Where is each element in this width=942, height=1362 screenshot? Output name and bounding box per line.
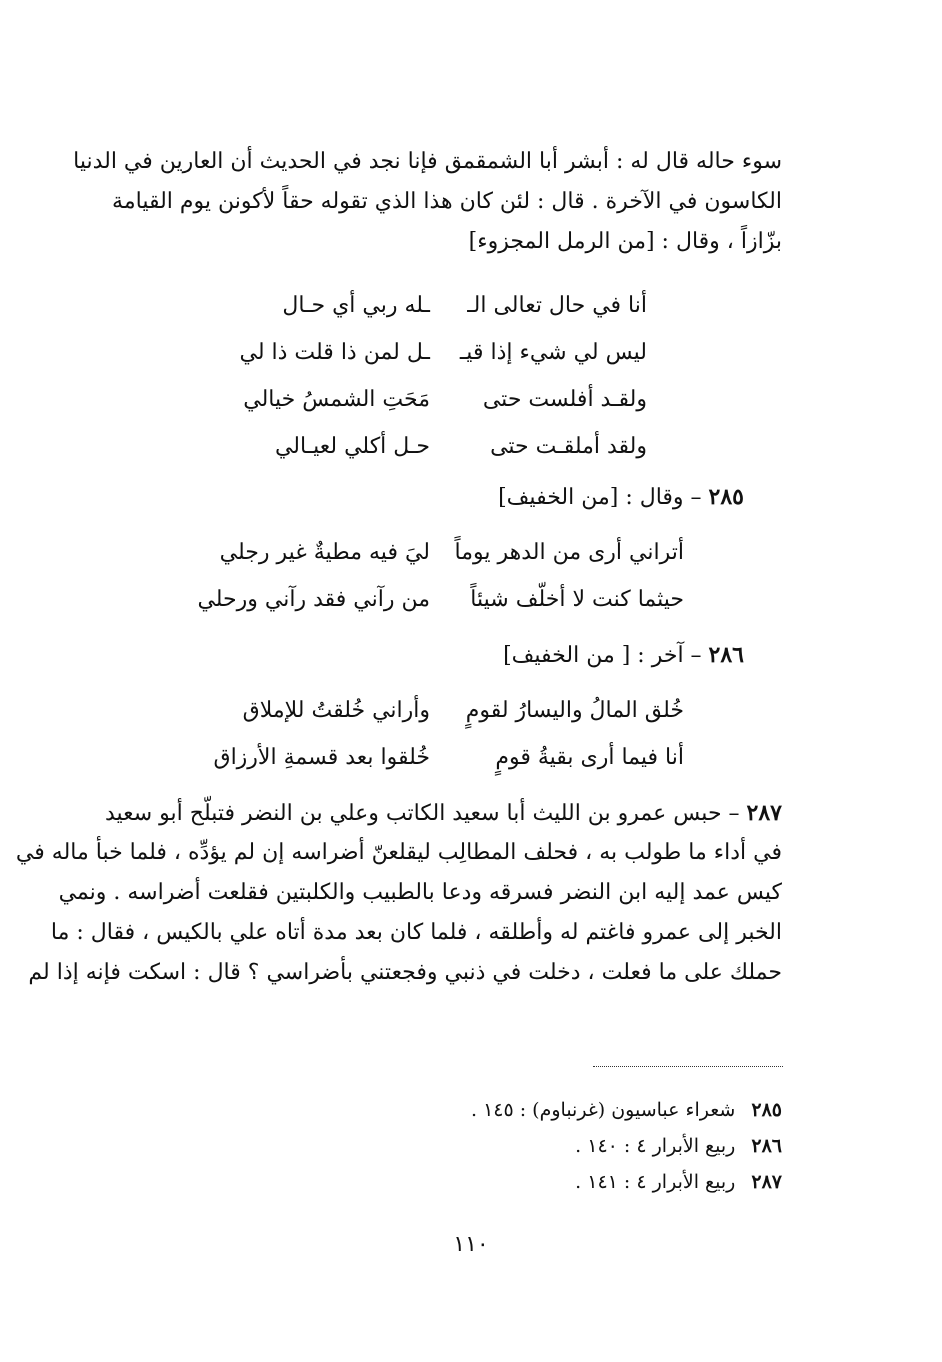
paragraph-line: حملك على ما فعلت ، دخلت في ذنبي وفجعتني بأضراسي ؟ قال : اسكت فإنه إذا لم: [28, 960, 782, 985]
verse-first-hemistich: أنا فيما أرى بقيةُ قومٍ: [495, 745, 684, 770]
footnote-number: ٢٨٥: [751, 1099, 782, 1121]
paragraph-287: [15, 793, 782, 993]
entry-heading-285: [498, 474, 744, 520]
verse-second-hemistich: حـل أكلي لعيـالي: [274, 434, 430, 459]
verse-second-hemistich: ـله ربي أي حـال: [282, 293, 430, 318]
intro-line: سوء حاله قال له : أبشر أبا الشمقمق فإنا نجد في الحديث أن العارين في الدنيا: [73, 149, 782, 174]
verse-row: [0, 735, 942, 781]
paragraph-text: – حبس عمرو بن الليث أبا سعيد الكاتب وعلي بن النضر فتبلّح أبو سعيد: [104, 801, 740, 826]
verse-row: [0, 283, 942, 329]
verse-first-hemistich: أنا في حال تعالى الـ: [467, 293, 647, 318]
footnote-separator: [593, 1066, 783, 1067]
page-number: ١١٠: [453, 1232, 489, 1257]
entry-heading-text: – آخر : [ من الخفيف]: [503, 643, 702, 668]
verse-row: [0, 377, 942, 423]
paragraph-line: [104, 793, 782, 833]
verse-row: [0, 330, 942, 376]
intro-line: بزّازاً ، وقال : [من الرمل المجزوء]: [468, 229, 782, 254]
verse-second-hemistich: وأراني خُلقتُ للإملاق: [242, 698, 430, 723]
verse-second-hemistich: خُلقوا بعد قسمةِ الأرزاق: [213, 745, 430, 770]
verse-second-hemistich: مَحَتِ الشمسُ خيالي: [243, 387, 430, 412]
verse-row: [0, 424, 942, 470]
paragraph-line: كيس عمد إليه ابن النضر فسرقه ودعا بالطبيب والكلبتين فقلعت أضراسه . ونمي: [58, 880, 782, 905]
footnote-text: شعراء عباسيون (غرنباوم) : ١٤٥ .: [470, 1099, 736, 1121]
verse-second-hemistich: من رآني فقد رآني ورحلي: [197, 587, 430, 612]
verse-row: [0, 688, 942, 734]
footnote-number: ٢٨٦: [751, 1135, 782, 1157]
entry-heading-text: – وقال : [من الخفيف]: [498, 485, 702, 510]
verse-first-hemistich: ولقـد أفلست حتى: [482, 387, 647, 412]
verse-second-hemistich: ليَ فيه مطيةٌ غير رجلي: [219, 540, 430, 565]
intro-paragraph: [73, 142, 782, 262]
verse-first-hemistich: أتراني أرى من الدهر يوماً: [454, 540, 684, 565]
footnote-number: ٢٨٧: [751, 1171, 782, 1193]
footnote-text: ربيع الأبرار ٤ : ١٤١ .: [575, 1171, 736, 1193]
verse-row: [0, 530, 942, 576]
verse-first-hemistich: حيثما كنت لا أخلّف شيئاً: [470, 587, 684, 612]
entry-number: ٢٨٦: [708, 642, 744, 668]
entry-number: ٢٨٧: [746, 800, 782, 826]
footnote: [575, 1164, 782, 1200]
footnote: [575, 1128, 782, 1164]
paragraph-line: الخبر إلى عمرو فاغتم له وأطلقه ، فلما كان بعد مدة أتاه علي بالكيس ، فقال : ما: [50, 920, 782, 945]
intro-line: الكاسون في الآخرة . قال : لئن كان هذا الذي تقوله حقاً لأكونن يوم القيامة: [112, 189, 782, 214]
verse-row: [0, 577, 942, 623]
entry-heading-286: [503, 632, 744, 678]
footnote: [471, 1092, 782, 1128]
verse-first-hemistich: خُلق المالُ واليسارُ لقومٍ: [465, 698, 684, 723]
verse-second-hemistich: ـل لمن ذا قلت ذا لي: [239, 340, 430, 365]
verse-first-hemistich: ليس لي شيء إذا قيـ: [459, 340, 647, 365]
footnote-text: ربيع الأبرار ٤ : ١٤٠ .: [575, 1135, 736, 1157]
verse-first-hemistich: ولقد أملقـت حتى: [490, 434, 647, 459]
entry-number: ٢٨٥: [708, 484, 744, 510]
paragraph-line: في أداء ما طولب به ، فحلف المطالِب ليقلعنّ أضراسه إن لم يؤدِّه ، فلما خبأ ماله في: [15, 840, 782, 865]
